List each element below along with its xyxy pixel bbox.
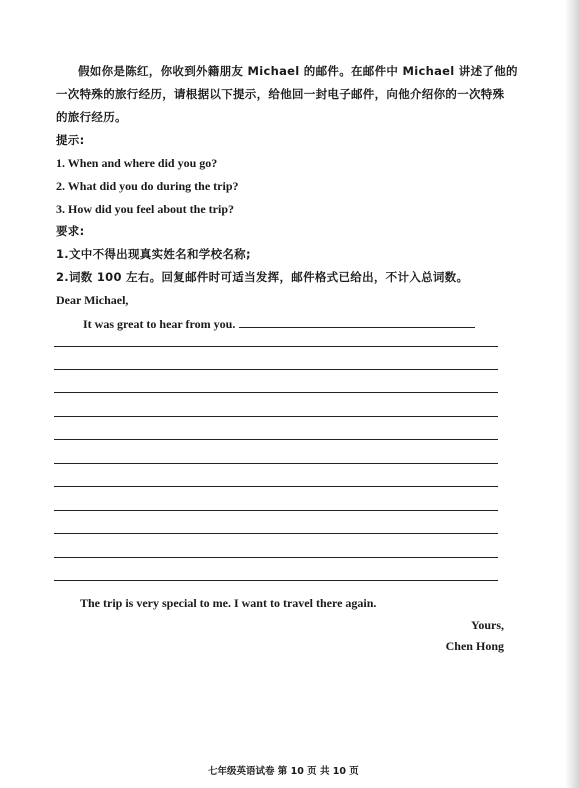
hint-item-1: 1. When and where did you go?: [56, 156, 218, 170]
answer-line-9[interactable]: [54, 533, 498, 534]
answer-line-8[interactable]: [54, 510, 498, 511]
prompt-line-3: 的旅行经历。: [56, 110, 127, 124]
answer-line-10[interactable]: [54, 557, 498, 558]
answer-line-7[interactable]: [54, 486, 498, 487]
answer-line-4[interactable]: [54, 416, 498, 417]
prompt-line-2: 一次特殊的旅行经历，请根据以下提示，给他回一封电子邮件，向他介绍你的一次特殊: [56, 87, 505, 101]
requirement-item-2: 2.词数 100 左右。回复邮件时可适当发挥，邮件格式已给出，不计入总词数。: [56, 270, 469, 284]
hint-item-3: 3. How did you feel about the trip?: [56, 202, 235, 216]
letter-signature: Chen Hong: [445, 639, 504, 653]
answer-line-11[interactable]: [54, 580, 498, 581]
letter-opening-line: [83, 316, 475, 331]
answer-line-3[interactable]: [54, 392, 498, 393]
answer-line-6[interactable]: [54, 463, 498, 464]
scan-edge-shadow: [565, 0, 579, 788]
hints-heading: 提示:: [56, 133, 85, 147]
answer-blank-first-line[interactable]: [239, 316, 475, 328]
requirement-item-1: 1.文中不得出现真实姓名和学校名称;: [56, 247, 251, 261]
letter-greeting: Dear Michael,: [56, 293, 129, 307]
letter-signoff: Yours,: [470, 618, 504, 632]
page-footer: 七年级英语试卷 第 10 页 共 10 页: [208, 766, 359, 777]
letter-opening-text: It was great to hear from you.: [83, 317, 236, 331]
answer-line-2[interactable]: [54, 369, 498, 370]
letter-closing-sentence: The trip is very special to me. I want to travel there again.: [80, 596, 377, 610]
answer-line-1[interactable]: [54, 346, 498, 347]
answer-line-5[interactable]: [54, 439, 498, 440]
hint-item-2: 2. What did you do during the trip?: [56, 179, 239, 193]
prompt-line-1: 假如你是陈红，你收到外籍朋友 Michael 的邮件。在邮件中 Michael 讲述了他的: [78, 64, 518, 78]
requirements-heading: 要求:: [56, 224, 85, 238]
